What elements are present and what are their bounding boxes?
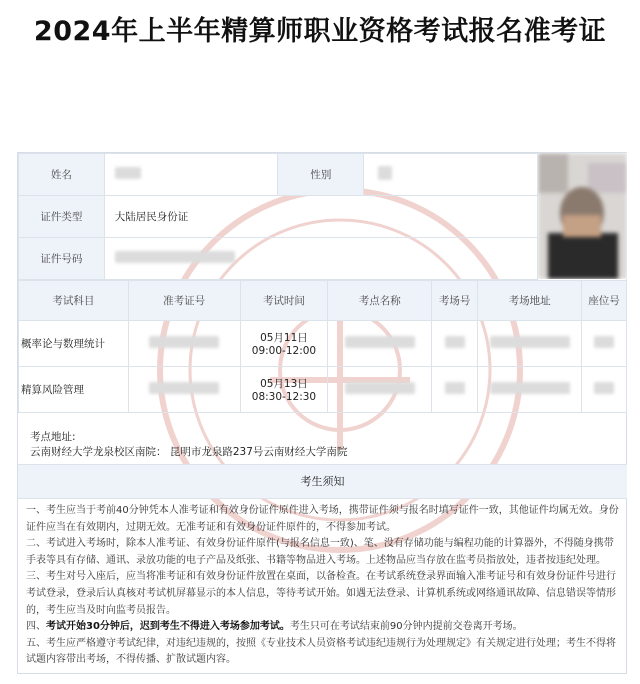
address-cell bbox=[478, 321, 582, 367]
candidate-notes bbox=[26, 503, 622, 669]
time-cell bbox=[240, 321, 328, 367]
id-type-label: 证件类型 bbox=[19, 196, 105, 238]
note-item: 二、考试进入考场时，除本人准考证、有效身份证件原件(与报名信息一致)、笔、没有存储功能与编程功能的计算器外，不得随身携带手表等具有存储、通讯、录放功能的电子产品及纸张、书籍等物品进入考场。上述物品应当存放在监考员指放处，违者按违纪处理。 bbox=[26, 538, 614, 566]
candidate-photo bbox=[538, 153, 627, 279]
address-cell bbox=[478, 367, 582, 413]
exam-table bbox=[18, 280, 627, 413]
col-room-address: 考场地址 bbox=[478, 281, 582, 321]
venue-cell bbox=[328, 321, 432, 367]
col-subject: 考试科目 bbox=[19, 281, 129, 321]
id-type-value: 大陆居民身份证 bbox=[104, 196, 537, 238]
venue-address-label: 考点地址: bbox=[30, 431, 76, 443]
venue-cell bbox=[328, 367, 432, 413]
table-row bbox=[19, 367, 627, 413]
note-item: 五、考生应严格遵守考试纪律，对违纪违规的，按照《专业技术人员资格考试违纪违规行为处理规定》有关规定进行处理；考生不得将试题内容带出考场，不得传播、扩散试题内容。 bbox=[26, 637, 616, 666]
gender-label: 性别 bbox=[278, 154, 364, 196]
ticket-cell bbox=[128, 367, 240, 413]
room-cell bbox=[432, 367, 478, 413]
venue-address-value: 云南财经大学龙泉校区南院： 昆明市龙泉路237号云南财经大学南院 bbox=[30, 446, 348, 458]
note-item: 一、考生应当于考前40分钟凭本人准考证和有效身份证件原件进入考场，携带证件须与报名时填写证件一致，其他证件均属无效。身份证件应当在有效期内，过期无效。无准考证和有效身份证件原件的，不得参加考试。 bbox=[26, 505, 619, 533]
note-item bbox=[26, 619, 622, 636]
room-cell bbox=[432, 321, 478, 367]
col-venue: 考点名称 bbox=[328, 281, 432, 321]
table-row bbox=[19, 321, 627, 367]
name-label: 姓名 bbox=[19, 154, 105, 196]
page-title: 2024年上半年精算师职业资格考试报名准考证 bbox=[33, 16, 607, 47]
note-4-bold: 考试开始30分钟后，迟到考生不得进入考场参加考试。 bbox=[46, 621, 290, 633]
subject-cell: 概率论与数理统计 bbox=[19, 321, 129, 367]
col-room-no: 考场号 bbox=[432, 281, 478, 321]
col-exam-time: 考试时间 bbox=[240, 281, 328, 321]
note-4-rest: 考生只可在考试结束前90分钟内提前交卷离开考场。 bbox=[289, 621, 523, 633]
note-item: 三、考生对号入座后，应当将准考证和有效身份证件放置在桌面，以备检查。在考试系统登录界面输入准考证号和有效身份证件号进行考试登录，登录后认真核对考试机屏幕显示的本人信息，等待考试开始。如遇无法登录、计算机系统或网络通讯故障、信息错误等情形的，考生应当及时向监考员报告。 bbox=[26, 571, 616, 616]
exam-time: 09:00-12:00 bbox=[251, 345, 317, 357]
id-number-value bbox=[104, 238, 537, 280]
col-seat-no: 座位号 bbox=[582, 281, 627, 321]
candidate-info-table bbox=[18, 153, 538, 280]
exam-time: 08:30-12:30 bbox=[251, 391, 317, 403]
ticket-cell bbox=[128, 321, 240, 367]
col-ticket-no: 准考证号 bbox=[128, 281, 240, 321]
exam-date: 05月11日 bbox=[260, 332, 308, 344]
exam-date: 05月13日 bbox=[260, 378, 308, 390]
admission-card bbox=[17, 152, 627, 674]
exam-table-header bbox=[19, 281, 627, 321]
time-cell bbox=[240, 367, 328, 413]
seat-cell bbox=[582, 321, 627, 367]
name-value bbox=[104, 154, 278, 196]
seat-cell bbox=[582, 367, 627, 413]
gender-value bbox=[364, 154, 538, 196]
venue-address bbox=[18, 425, 627, 465]
note-4-prefix: 四、 bbox=[26, 621, 46, 633]
notes-title: 考生须知 bbox=[18, 465, 627, 499]
subject-cell: 精算风险管理 bbox=[19, 367, 129, 413]
id-number-label: 证件号码 bbox=[19, 238, 105, 280]
